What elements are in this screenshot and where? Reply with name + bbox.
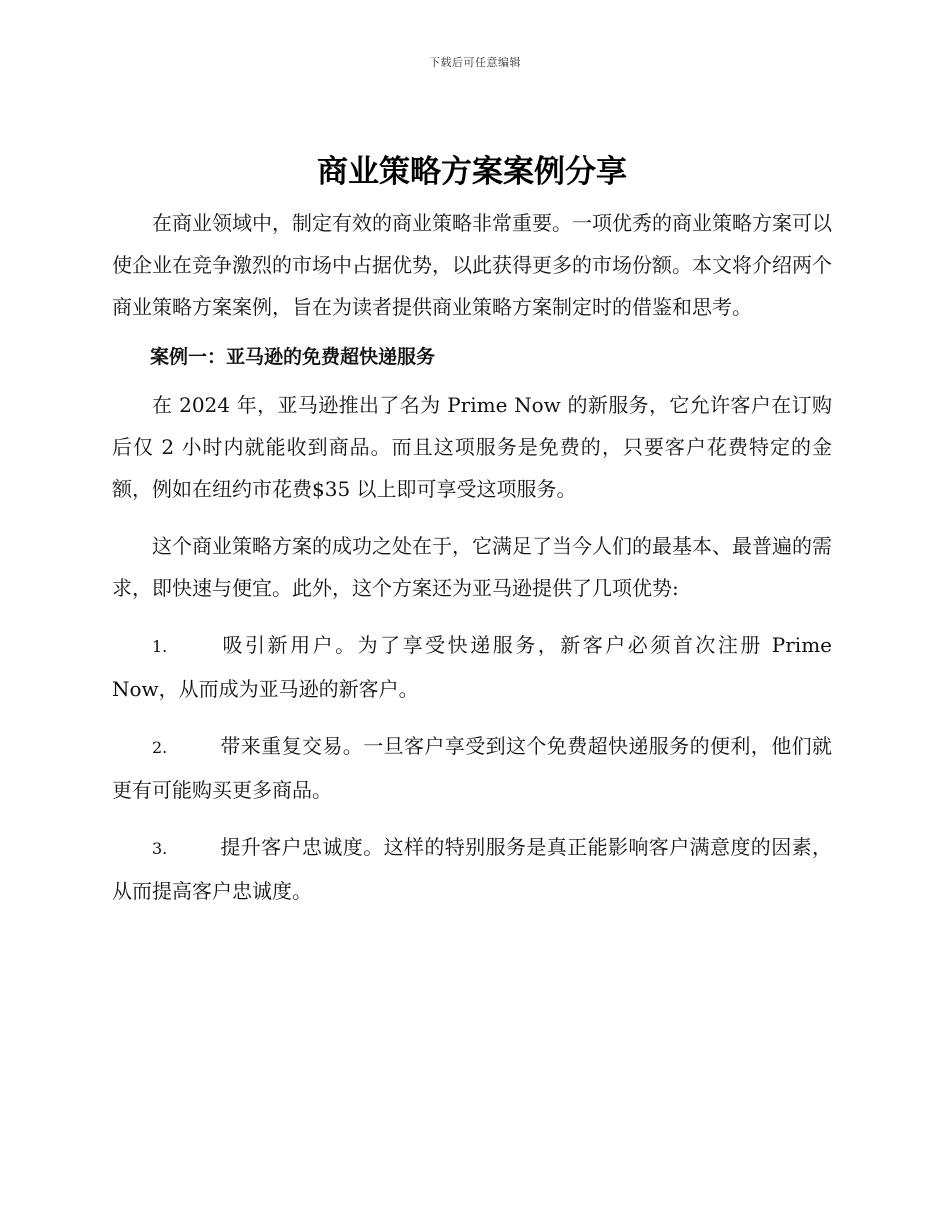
list-text: 吸引新用户。为了享受快递服务，新客户必须首次注册 Prime Now，从而成为亚马逊的新客户。 [112, 633, 832, 701]
list-item [112, 826, 832, 912]
document-body [112, 150, 832, 912]
case1-paragraph-1: 在 2024 年，亚马逊推出了名为 Prime Now 的新服务，它允许客户在订购后仅 2 小时内就能收到商品。而且这项服务是免费的，只要客户花费特定的金额，例如在纽约市花费$35 以上即可享受这项服务。 [112, 393, 832, 501]
list-number: 2. [152, 738, 168, 757]
header-note: 下载后可任意编辑 [429, 56, 521, 69]
list-text: 提升客户忠诚度。这样的特别服务是真正能影响客户满意度的因素，从而提高客户忠诚度。 [112, 835, 832, 903]
list-number: 3. [152, 839, 168, 858]
case1-heading: 案例一：亚马逊的免费超快递服务 [150, 346, 436, 368]
list-item [112, 624, 832, 710]
list-item [112, 725, 832, 811]
intro-paragraph: 在商业领域中，制定有效的商业策略非常重要。一项优秀的商业策略方案可以使企业在竞争激烈的市场中占据优势，以此获得更多的市场份额。本文将介绍两个商业策略方案案例，旨在为读者提供商业策略方案制定时的借鉴和思考。 [112, 211, 832, 319]
document-title: 商业策略方案案例分享 [317, 154, 627, 190]
case1-paragraph-2: 这个商业策略方案的成功之处在于，它满足了当今人们的最基本、最普遍的需求，即快速与便宜。此外，这个方案还为亚马逊提供了几项优势: [112, 534, 832, 600]
list-text: 带来重复交易。一旦客户享受到这个免费超快递服务的便利，他们就更有可能购买更多商品。 [112, 734, 832, 802]
list-number: 1. [152, 637, 168, 656]
